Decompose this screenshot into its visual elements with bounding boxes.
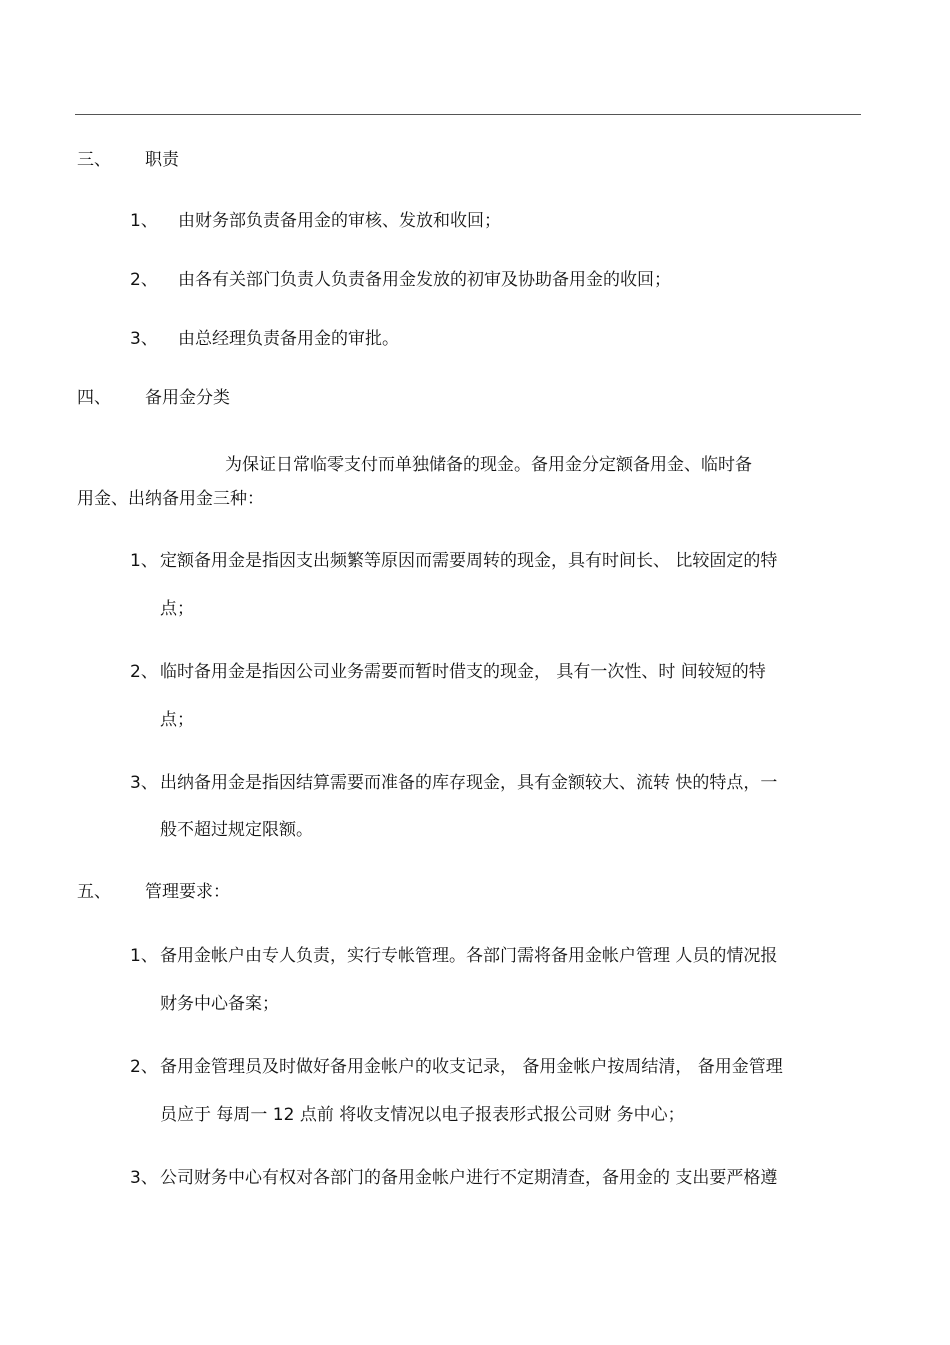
- list-item-number: 3、: [130, 329, 158, 349]
- list-item-number: 1、: [130, 946, 158, 966]
- list-item-text: 定额备用金是指因支出频繁等原因而需要周转的现金，具有时间长、 比较固定的特: [160, 551, 778, 571]
- list-item-text-continued: 般不超过规定限额。: [160, 820, 313, 840]
- list-item-number: 2、: [130, 1057, 158, 1077]
- list-item-text: 由总经理负责备用金的审批。: [178, 329, 399, 349]
- section-title: 职责: [145, 150, 179, 170]
- section-title: 管理要求：: [145, 882, 230, 902]
- list-item-number: 3、: [130, 1168, 158, 1188]
- list-item-text-continued: 点；: [160, 710, 194, 730]
- list-item-number: 1、: [130, 551, 158, 571]
- list-item-number: 1、: [130, 211, 158, 231]
- header-rule: [75, 114, 861, 115]
- list-item-text: 备用金帐户由专人负责，实行专帐管理。各部门需将备用金帐户管理 人员的情况报: [160, 946, 778, 966]
- intro-paragraph-line: 为保证日常临零支付而单独储备的现金。备用金分定额备用金、临时备: [225, 455, 752, 475]
- intro-paragraph-line: 用金、出纳备用金三种：: [77, 489, 264, 509]
- list-item-text-continued: 点；: [160, 599, 194, 619]
- list-item-text: 公司财务中心有权对各部门的备用金帐户进行不定期清查，备用金的 支出要严格遵: [160, 1168, 778, 1188]
- section-number: 三、: [77, 150, 111, 170]
- list-item-number: 2、: [130, 662, 158, 682]
- list-item-text-continued: 员应于 每周一 12 点前 将收支情况以电子报表形式报公司财 务中心；: [160, 1105, 685, 1125]
- section-number: 五、: [77, 882, 111, 902]
- list-item-text: 备用金管理员及时做好备用金帐户的收支记录， 备用金帐户按周结清， 备用金管理: [160, 1057, 783, 1077]
- section-number: 四、: [77, 388, 111, 408]
- list-item-text: 临时备用金是指因公司业务需要而暂时借支的现金， 具有一次性、时 间较短的特: [160, 662, 766, 682]
- list-item-number: 3、: [130, 773, 158, 793]
- list-item-text: 由财务部负责备用金的审核、发放和收回；: [178, 211, 501, 231]
- list-item-number: 2、: [130, 270, 158, 290]
- list-item-text: 由各有关部门负责人负责备用金发放的初审及协助备用金的收回；: [178, 270, 671, 290]
- section-title: 备用金分类: [145, 388, 230, 408]
- list-item-text: 出纳备用金是指因结算需要而准备的库存现金，具有金额较大、流转 快的特点，一: [160, 773, 778, 793]
- list-item-text-continued: 财务中心备案；: [160, 994, 279, 1014]
